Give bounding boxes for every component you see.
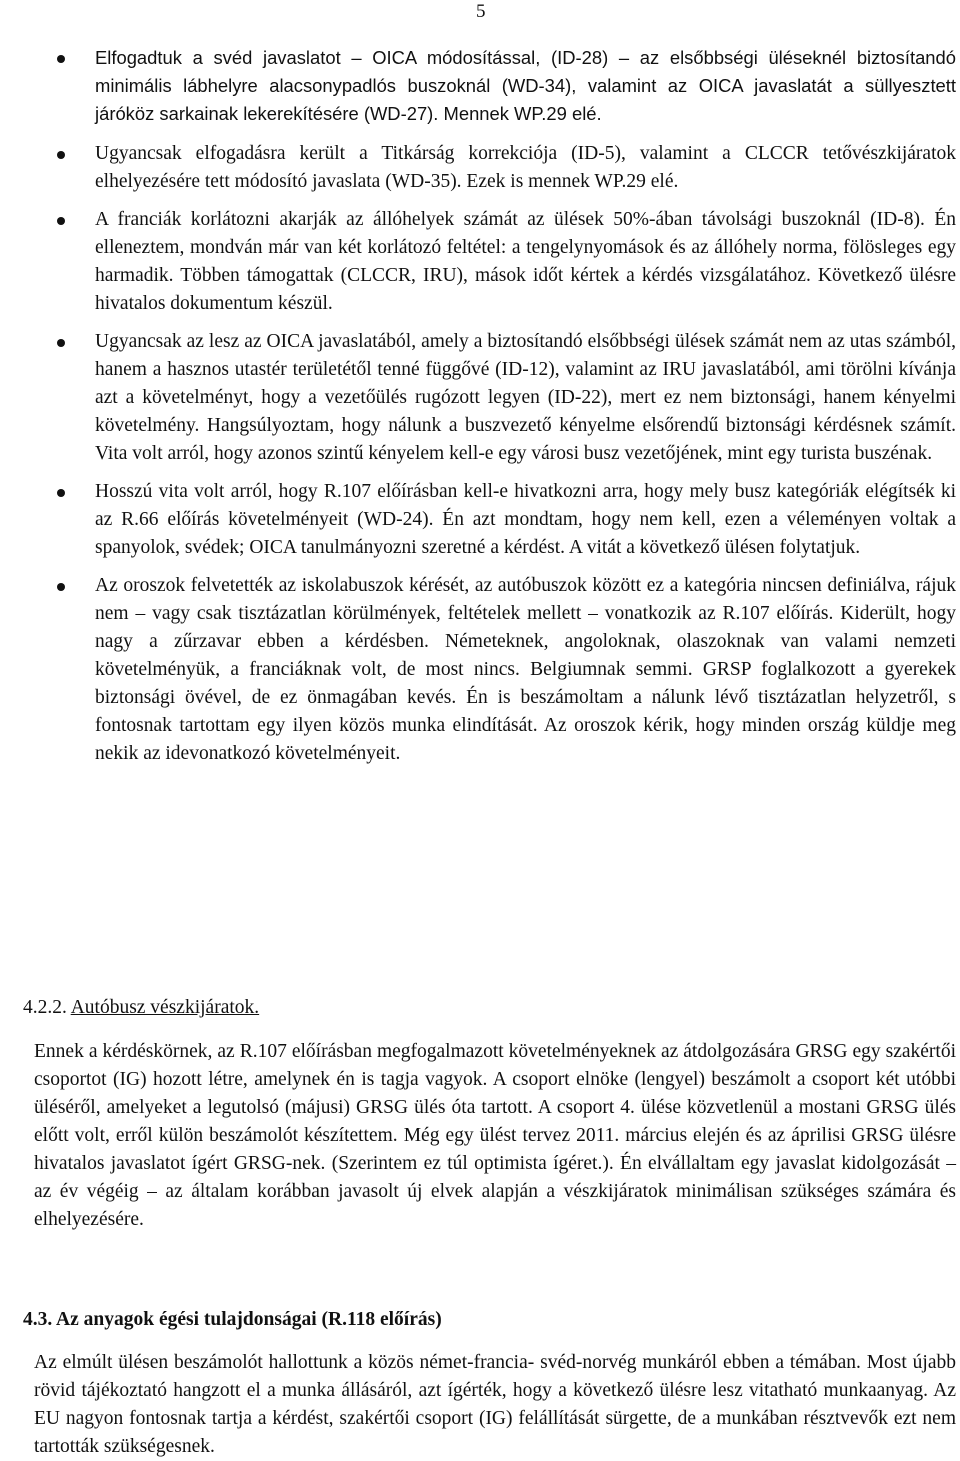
section-422-heading: [23, 994, 259, 1022]
list-item-text: Az oroszok felvetették az iskolabuszok kérését, az autóbuszok között ez a kategória nincsen definiálva, rájuk nem – vagy csak tisztázatlan körülmények, feltételek mellett – vonatkozik az R.107 előírás. Kiderült, hogy nagy a zűrzavar ebben a kérdésben. Németeknek, angoloknak, olaszoknak van valami nemzeti követelményük, a franciáknak volt, de most nincs. Belgiumnak semmi. GRSP foglalkozott a gyerekek biztonsági övével, de ez önmagában kevés. Én is beszámoltam a nálunk lévő tisztázatlan helyzetről, s fontosnak tartottam egy ilyen közös munka elindítását. Az oroszok kérik, hogy minden ország küldje meg nekik az idevonatkozó követelményeit.: [95, 575, 956, 764]
bullet-icon: [57, 489, 65, 497]
section-422-number: 4.2.2.: [23, 997, 67, 1018]
bullet-icon: [57, 217, 65, 225]
section-43-body: Az elmúlt ülésen beszámolót hallottunk a közös német-francia- svéd-norvég munkáról ebben a témában. Most újabb rövid tájékoztató hangzott el a munka állásáról, azt ígérték, hogy a következő ülésre lesz vitatható munkaanyag. Az EU nagyon fontosnak tartja a kérdést, szakértői csoport (IG) felállítását sürgette, de a munkában résztvevők ezt nem tartották szükségesnek.: [34, 1352, 956, 1457]
list-item-text: A franciák korlátozni akarják az állóhelyek számát az ülések 50%-ában távolsági buszoknál (ID-8). Én elleneztem, mondván már van két korlátozó feltétel: a tengelynyomások és az állóhely norma, fölösleges egy harmadik. Többen támogattak (CLCCR, IRU), mások időt kértek a kérdés vizsgálatához. Következő ülésre hivatalos dokumentum készül.: [95, 209, 956, 314]
section-422-title: Autóbusz vészkijáratok.: [70, 997, 260, 1018]
list-item: [0, 328, 960, 468]
list-item-text: Hosszú vita volt arról, hogy R.107 előírásban kell-e hivatkozni arra, hogy mely busz kategóriák elégítsék ki az R.66 előírás követelményeit (WD-24). Én azt mondtam, hogy nem kell, ezen a véleményen voltak a spanyolok, svédek; OICA tanulmányozni szeretné a kérdést. A vitát a következő ülésen folytatjuk.: [95, 481, 956, 558]
bullet-list: [0, 44, 960, 778]
page-number: 5: [476, 1, 486, 22]
list-item-text: Ugyancsak az lesz az OICA javaslatából, amely a biztosítandó elsőbbségi ülések számát nem az utas számból, hanem a hasznos utastér területétől tenné függővé (ID-12), valamint az IRU javaslatából, ami törölni kívánja azt a követelményt, hogy a vezetőülés rugózott legyen (ID-22), mert ez nem biztonsági, hanem kényelmi követelmény. Hangsúlyoztam, hogy nálunk a buszvezető kényelme elsőrendű biztonsági kérdésnek számít. Vita volt arról, hogy azonos szintű kényelem kell-e egy városi busz vezetőjének, mint egy turista buszénak.: [95, 331, 956, 464]
bullet-icon: [57, 55, 65, 63]
list-item: [0, 44, 960, 128]
list-item-text: Ugyancsak elfogadásra került a Titkárság korrekciója (ID-5), valamint a CLCCR tetővészkijáratok elhelyezésére tett módosító javaslata (WD-35). Ezek is mennek WP.29 elé.: [95, 143, 956, 192]
list-item: [0, 572, 960, 768]
bullet-icon: [57, 583, 65, 591]
list-item: [0, 478, 960, 562]
section-43-title: 4.3. Az anyagok égési tulajdonságai (R.118 előírás): [23, 1309, 442, 1330]
list-item-text: Elfogadtuk a svéd javaslatot – OICA módosítással, (ID-28) – az elsőbbségi üléseknél biztosítandó minimális lábhelyre alacsonypadlós buszoknál (WD-34), valamint az OICA javaslatát a süllyesztett járóköz sarkainak lekerekítésére (WD-27). Mennek WP.29 elé.: [95, 47, 956, 124]
bullet-icon: [57, 151, 65, 159]
section-422-body: Ennek a kérdéskörnek, az R.107 előírásban megfogalmazott követelményeknek az átdolgozására GRSG egy szakértői csoportot (IG) hozott létre, amelynek én is tagja vagyok. A csoport elnöke (lengyel) beszámolt a csoport két utóbbi üléséről, amelyeket a legutolsó (májusi) GRSG ülés óta tartott. A csoport 4. ülése közvetlenül a mostani GRSG ülés előtt volt, erről külön beszámolót készítettem. Még egy ülést tervez 2011. március elején és az áprilisi GRSG ülésre hivatalos javaslatot ígért GRSG-nek. (Szerintem ez túl optimista ígéret.). Én elvállaltam egy javaslat kidolgozását – az év végéig – az általam korábban javasolt új elvek alapján a vészkijáratok minimálisan szükséges számára és elhelyezésére.: [34, 1041, 956, 1230]
list-item: [0, 206, 960, 318]
bullet-icon: [57, 339, 65, 347]
list-item: [0, 140, 960, 196]
